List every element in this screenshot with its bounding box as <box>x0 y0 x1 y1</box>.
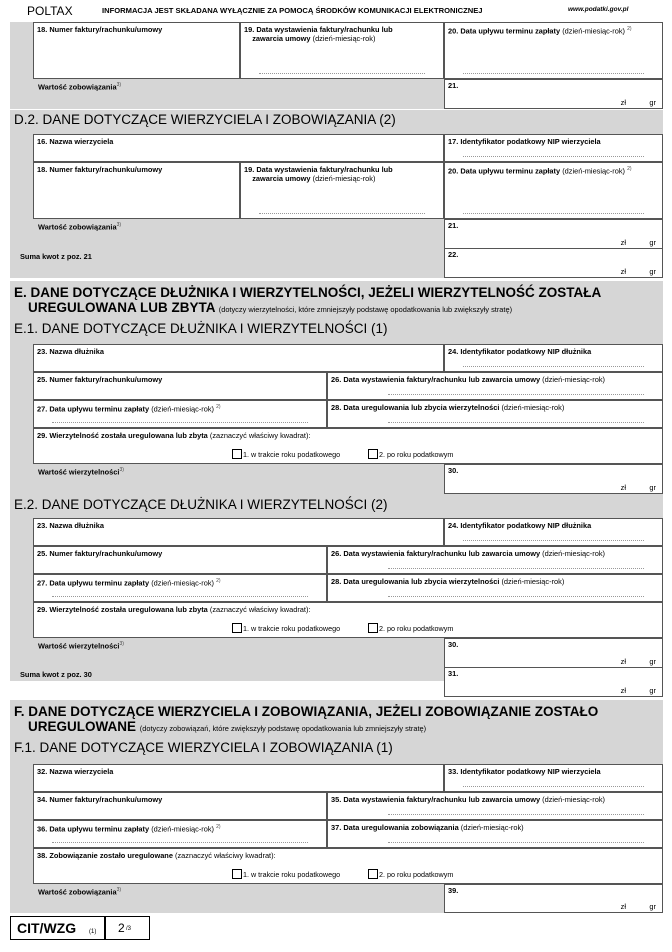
date-ticks <box>52 591 308 597</box>
checkbox[interactable] <box>368 869 378 879</box>
date-ticks <box>388 417 644 423</box>
field-29[interactable] <box>33 602 663 638</box>
field-label: 28. Data uregulowania lub zbycia wierzytelności (dzień-miesiąc-rok) <box>331 403 565 412</box>
field-20[interactable] <box>444 162 663 219</box>
form-version: (1) <box>89 929 97 935</box>
field-label: 17. Identyfikator podatkowy NIP wierzyciela <box>448 137 601 146</box>
page-number: 2 <box>118 921 125 935</box>
field-label: 34. Numer faktury/rachunku/umowy <box>37 795 163 804</box>
field-label: 38. Zobowiązanie zostało uregulowane (zaznaczyć właściwy kwadrat): <box>37 851 276 860</box>
field-label: 36. Data upływu terminu zapłaty (dzień-miesiąc-rok) $^{2)}$ <box>37 824 221 834</box>
field-label: 31. <box>448 669 459 678</box>
field-30[interactable] <box>444 464 663 494</box>
field-label: 23. Nazwa dłużnika <box>37 347 104 356</box>
website-url[interactable]: www.podatki.gov.pl <box>568 6 629 13</box>
field-35[interactable] <box>327 792 663 820</box>
zl-label: zł <box>620 483 626 492</box>
field-label: 21. <box>448 221 459 230</box>
section-d2-title: D.2. DANE DOTYCZĄCE WIERZYCIELA I ZOBOWIĄZANIA (2) <box>14 112 396 127</box>
field-label: 18. Numer faktury/rachunku/umowy <box>37 25 163 34</box>
gr-label: gr <box>649 98 656 107</box>
date-ticks <box>388 591 644 597</box>
page-total: /3 <box>126 926 132 932</box>
field-label: 32. Nazwa wierzyciela <box>37 767 114 776</box>
field-32[interactable] <box>33 764 444 792</box>
value-label: Wartość zobowiązania$^{3)}$ <box>38 887 122 897</box>
field-28[interactable] <box>327 400 663 428</box>
zl-label: zł <box>620 657 626 666</box>
field-label: 33. Identyfikator podatkowy NIP wierzyciela <box>448 767 601 776</box>
field-label: 35. Data wystawienia faktury/rachunku lub zawarcia umowy (dzień-miesiąc-rok) <box>331 795 605 804</box>
form-code: CIT/WZG <box>17 920 77 936</box>
date-ticks <box>388 809 644 815</box>
form-code-box <box>10 916 105 940</box>
field-21[interactable] <box>444 219 663 249</box>
date-ticks <box>463 208 644 214</box>
field-27[interactable] <box>33 400 327 428</box>
date-ticks <box>52 417 308 423</box>
field-label: 26. Data wystawienia faktury/rachunku lub zawarcia umowy (dzień-miesiąc-rok) <box>331 375 605 384</box>
field-31[interactable] <box>444 667 663 697</box>
field-29[interactable] <box>33 428 663 464</box>
field-label: 20. Data upływu terminu zapłaty (dzień-miesiąc-rok) $^{2)}$ <box>448 26 632 36</box>
sum-label: Suma kwot z poz. 30 <box>20 670 92 679</box>
field-label: 16. Nazwa wierzyciela <box>37 137 114 146</box>
value-label: Wartość zobowiązania$^{3)}$ <box>38 222 122 232</box>
nip-ticks <box>463 361 644 367</box>
section-e-title: E. DANE DOTYCZĄCE DŁUŻNIKA I WIERZYTELNOŚCI, JEŻELI WIERZYTELNOŚĆ ZOSTAŁA UREGULOWANA LUB ZBYTA (dotyczy wierzytelności, które zmniejszyły podstawę opodatkowania lub zwiększyły stratę) <box>14 285 602 315</box>
field-30[interactable] <box>444 638 663 668</box>
zl-label: zł <box>620 686 626 695</box>
field-label: 30. <box>448 640 459 649</box>
nip-ticks <box>463 781 644 787</box>
field-19[interactable] <box>240 162 444 219</box>
date-ticks <box>388 563 644 569</box>
field-17[interactable] <box>444 134 663 162</box>
section-e1-title: E.1. DANE DOTYCZĄCE DŁUŻNIKA I WIERZYTELNOŚCI (1) <box>14 321 388 336</box>
page-number-box <box>105 916 150 940</box>
zl-label: zł <box>620 902 626 911</box>
field-25[interactable] <box>33 546 327 574</box>
option-after-year[interactable]: 2. po roku podatkowym <box>368 869 453 879</box>
gr-label: gr <box>649 902 656 911</box>
field-23[interactable] <box>33 344 444 372</box>
field-25[interactable] <box>33 372 327 400</box>
field-label: 27. Data upływu terminu zapłaty (dzień-miesiąc-rok) $^{2)}$ <box>37 404 221 414</box>
field-label: 18. Numer faktury/rachunku/umowy <box>37 165 163 174</box>
field-23[interactable] <box>33 518 444 546</box>
section-e2-title: E.2. DANE DOTYCZĄCE DŁUŻNIKA I WIERZYTELNOŚCI (2) <box>14 497 388 512</box>
field-39[interactable] <box>444 884 663 913</box>
date-ticks <box>463 68 644 74</box>
field-label: 24. Identyfikator podatkowy NIP dłużnika <box>448 347 592 356</box>
field-label: 30. <box>448 466 459 475</box>
field-33[interactable] <box>444 764 663 792</box>
checkbox[interactable] <box>232 869 242 879</box>
section-f-title: F. DANE DOTYCZĄCE WIERZYCIELA I ZOBOWIĄZANIA, JEŻELI ZOBOWIĄZANIE ZOSTAŁO UREGULOWANE (dotyczy zobowiązań, które zwiększyły podstawę opodatkowania lub zmniejszyły stratę) <box>14 704 599 734</box>
field-label: 19. Data wystawienia faktury/rachunku lub zawarcia umowy (dzień-miesiąc-rok) <box>244 25 393 43</box>
field-37[interactable] <box>327 820 663 848</box>
field-label: 25. Numer faktury/rachunku/umowy <box>37 549 163 558</box>
field-label: 24. Identyfikator podatkowy NIP dłużnika <box>448 521 592 530</box>
field-label: 21. <box>448 81 459 90</box>
date-ticks <box>388 837 644 843</box>
field-label: 27. Data upływu terminu zapłaty (dzień-miesiąc-rok) $^{2)}$ <box>37 578 221 588</box>
gr-label: gr <box>649 267 656 276</box>
field-label: 39. <box>448 886 459 895</box>
gr-label: gr <box>649 483 656 492</box>
field-34[interactable] <box>33 792 327 820</box>
field-26[interactable] <box>327 372 663 400</box>
field-label: 19. Data wystawienia faktury/rachunku lub zawarcia umowy (dzień-miesiąc-rok) <box>244 165 393 183</box>
field-18[interactable] <box>33 22 240 79</box>
value-label: Wartość zobowiązania$^{3)}$ <box>38 82 122 92</box>
date-ticks <box>388 389 644 395</box>
sum-label: Suma kwot z poz. 21 <box>20 252 92 261</box>
option-during-year[interactable]: 1. w trakcie roku podatkowego <box>232 449 340 459</box>
field-label: 25. Numer faktury/rachunku/umowy <box>37 375 163 384</box>
option-during-year[interactable]: 1. w trakcie roku podatkowego <box>232 869 340 879</box>
nip-ticks <box>463 151 644 157</box>
section-f1-title: F.1. DANE DOTYCZĄCE WIERZYCIELA I ZOBOWIĄZANIA (1) <box>14 740 393 755</box>
option-after-year[interactable]: 2. po roku podatkowym <box>368 623 453 633</box>
field-28[interactable] <box>327 574 663 602</box>
field-label: 29. Wierzytelność została uregulowana lub zbyta (zaznaczyć właściwy kwadrat): <box>37 605 311 614</box>
field-22[interactable] <box>444 248 663 278</box>
field-38[interactable] <box>33 848 663 884</box>
field-21[interactable] <box>444 79 663 109</box>
field-label: 23. Nazwa dłużnika <box>37 521 104 530</box>
field-16[interactable] <box>33 134 444 162</box>
zl-label: zł <box>620 267 626 276</box>
checkbox[interactable] <box>232 623 242 633</box>
field-36[interactable] <box>33 820 327 848</box>
brand: POLTAX <box>27 4 73 18</box>
field-label: 20. Data upływu terminu zapłaty (dzień-miesiąc-rok) $^{2)}$ <box>448 166 632 176</box>
field-label: 37. Data uregulowania zobowiązania (dzień-miesiąc-rok) <box>331 823 524 832</box>
gr-label: gr <box>649 238 656 247</box>
field-26[interactable] <box>327 546 663 574</box>
date-ticks <box>259 68 425 74</box>
field-24[interactable] <box>444 518 663 546</box>
field-label: 28. Data uregulowania lub zbycia wierzytelności (dzień-miesiąc-rok) <box>331 577 565 586</box>
gr-label: gr <box>649 657 656 666</box>
option-during-year[interactable]: 1. w trakcie roku podatkowego <box>232 623 340 633</box>
value-label: Wartość wierzytelności$^{3)}$ <box>38 641 124 651</box>
nip-ticks <box>463 535 644 541</box>
date-ticks <box>259 208 425 214</box>
checkbox[interactable] <box>368 623 378 633</box>
option-after-year[interactable]: 2. po roku podatkowym <box>368 449 453 459</box>
electronic-notice: INFORMACJA JEST SKŁADANA WYŁĄCZNIE ZA POMOCĄ ŚRODKÓW KOMUNIKACJI ELEKTRONICZNEJ <box>102 6 483 15</box>
field-24[interactable] <box>444 344 663 372</box>
field-label: 22. <box>448 250 459 259</box>
zl-label: zł <box>620 98 626 107</box>
checkbox[interactable] <box>368 449 378 459</box>
field-label: 29. Wierzytelność została uregulowana lub zbyta (zaznaczyć właściwy kwadrat): <box>37 431 311 440</box>
field-18[interactable] <box>33 162 240 219</box>
date-ticks <box>52 837 308 843</box>
checkbox[interactable] <box>232 449 242 459</box>
field-20[interactable] <box>444 22 663 79</box>
value-label: Wartość wierzytelności$^{3)}$ <box>38 467 124 477</box>
zl-label: zł <box>620 238 626 247</box>
gr-label: gr <box>649 686 656 695</box>
field-label: 26. Data wystawienia faktury/rachunku lub zawarcia umowy (dzień-miesiąc-rok) <box>331 549 605 558</box>
field-19[interactable] <box>240 22 444 79</box>
field-27[interactable] <box>33 574 327 602</box>
